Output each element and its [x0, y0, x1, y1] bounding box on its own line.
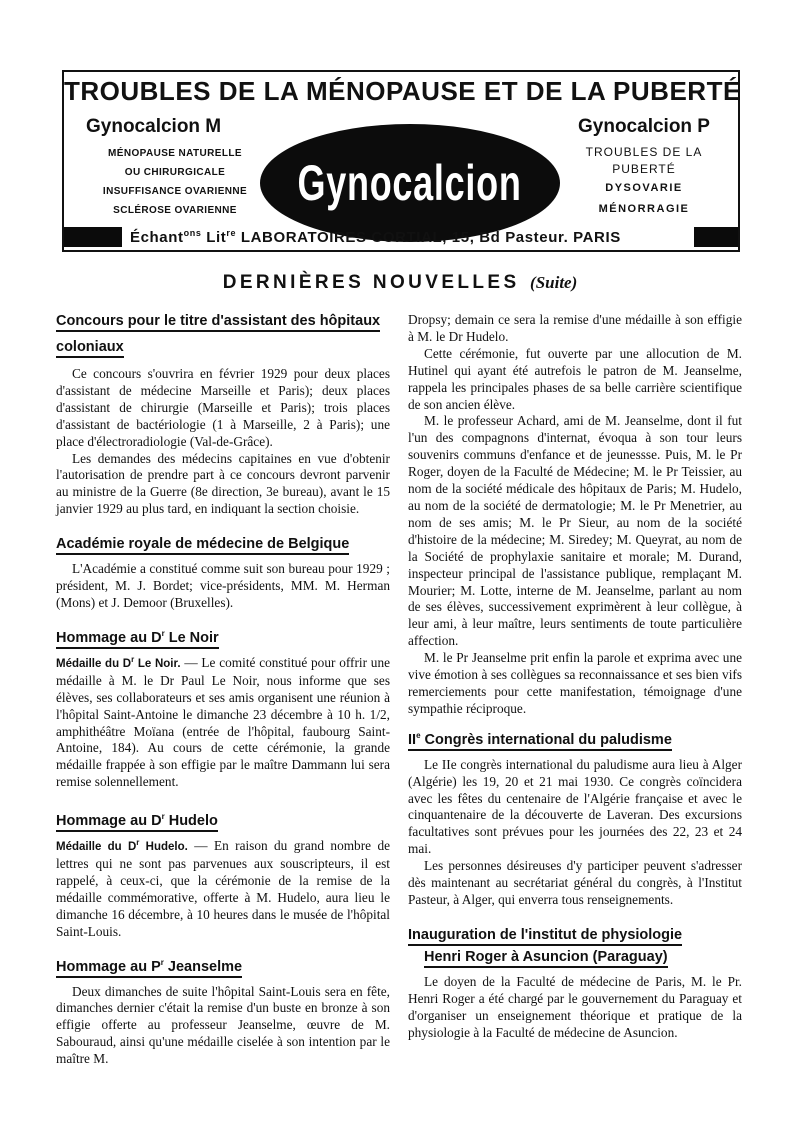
paragraph: Les demandes des médecins capitaines en vue d'obtenir l'autorisation de prendre part à ce concours devront parvenir au ministre de la Guerre (8e direction, 3e bureau), avant le 15 janvier 1929 au plus tard, en indiquant la section choisie. [56, 450, 390, 517]
section-title-concours: Concours pour le titre d'assistant des hôpitaux [56, 313, 380, 332]
brand-logo-text: Gynocalcion [298, 155, 522, 211]
ad-indication: DYSOVARIE [605, 182, 683, 194]
ad-indication: SCLÉROSE OVARIENNE [113, 205, 237, 216]
paragraph: Le IIe congrès international du paludisme aura lieu à Alger (Algérie) les 19, 20 et 21 mai 1930. Ce congrès coïncidera avec les fêtes du centenaire de l'Algérie française et avec le cinquantenaire de la découverte de Laveran. Des excursions facultatives sont prévues pour les journées des 22, 23 et 24 mai. [408, 756, 742, 857]
page-title-main: DERNIÈRES NOUVELLES [222, 272, 520, 293]
left-column [56, 312, 390, 1068]
ad-title: TROUBLES DE LA MÉNOPAUSE ET DE LA PUBERTÉ [64, 76, 741, 106]
paragraph: Le doyen de la Faculté de médecine de Paris, M. le Pr. Henri Roger a été chargé par le gouvernement du Paraguay et d'organiser un enseignement théorique et pratique de la physiologie à la Faculté de médecine de Asuncion. [408, 973, 742, 1040]
decorative-black-bar [64, 227, 122, 247]
right-column [408, 312, 742, 1042]
ad-indication: MÉNORRAGIE [598, 203, 690, 215]
page-title-suite: (Suite) [530, 273, 578, 292]
ad-left-product: Gynocalcion M [86, 116, 222, 137]
advertisement-box [62, 70, 740, 252]
ad-indication: MÉNOPAUSE NATURELLE [108, 148, 242, 159]
ad-right-product: Gynocalcion P [578, 116, 710, 137]
page-title [0, 272, 800, 294]
section-title-inauguration: Inauguration de l'institut de physiologie [408, 927, 682, 946]
paragraph: M. le Pr Jeanselme prit enfin la parole et exprima avec une vive émotion à ses collègues sa reconnaissance et ses bien vifs remerciements pour cette manifestation, témoignage d'une sympathie réciproque. [408, 650, 742, 716]
ad-right-indications [564, 144, 724, 220]
paragraph: Médaille du $D^r$ Hudelo. — En raison du grand nombre de lettres qui ne sont pas parvenues aux souscripteurs, il est rappelé, à ceux-ci, que la cérémonie de la remise de la médaille commémorative, offerte à M. Hudelo, aura lieu le dimanche 16 décembre, à 10 heures dans le musée de l'hôpital Saint-Louis. [56, 838, 390, 939]
section-title-academie: Académie royale de médecine de Belgique [56, 536, 349, 555]
ad-footer-bar [64, 224, 738, 250]
ad-right-block [564, 116, 724, 220]
paragraph: M. le professeur Achard, ami de M. Jeanselme, dont il fut l'un des compagnons d'internat, évoqua à son tour leurs souvenirs communs d'enfance et de jeunessse. Puis, M. le Pr Roger, doyen de la Faculté de Médecine; M. le Pr Teissier, au nom de la société médicale des hôpitaux de Paris; M. Hudelo, au nom de la société de dermatologie; M. le Pr Menetrier, au nom de ses amis; M. le Pr Sieur, au nom de la société d'histoire de la médecine; M. Siredey; M. Queyrat, au nom de la Société de prophylaxie sanitaire et morale; M. Durand, inspecteur principal de l'assistance publique, remplaçant M. Mourier; M. Lotte, interne de M. Jeanselme, parlant au nom de ses élèves, successivement exprimèrent à leur collègue, à leur ami, à leur maître, leurs sentiments de toute particulière affection. [408, 413, 742, 649]
paragraph: Médaille du $D^r$ Le Noir. — Le comité constitué pour offrir une médaille à M. le Dr Paul Le Noir, nous informe que ses élèves, ses collaborateurs et ses amis organisent une réunion à l'hôpital Saint-Antoine le dimanche 23 décembre à 10 h. 1/2, amphithéâtre Moïana (entrée de l'hôpital, faubourg Saint-Antoine, 184). Au cours de cette cérémonie, la grande médaille frappée à son effigie par le maître Dammann lui sera remise solennellement. [56, 654, 391, 790]
paragraph: Dropsy; demain ce sera la remise d'une médaille à son effigie à M. le Dr Hudelo. [408, 312, 742, 344]
ad-indication: OU CHIRURGICALE [124, 167, 226, 178]
decorative-black-bar [694, 227, 738, 247]
ad-indication: INSUFFISANCE OVARIENNE [102, 186, 248, 197]
lead-in: Médaille du $D^r$ Le Noir. [56, 655, 181, 670]
section-title-concours-2: coloniaux [56, 339, 124, 358]
lead-in: Médaille du $D^r$ Hudelo. [56, 838, 188, 854]
section-title-inauguration-2: Henri Roger à Asuncion (Paraguay) [424, 949, 668, 968]
section-title-hudelo: Hommage au $D^r$ Hudelo [56, 813, 218, 832]
paragraph: Ce concours s'ouvrira en février 1929 pour deux places d'assistant de médecine Marseille et Paris); deux places d'assistant de chirurgie (Marseille et Paris); trois places d'assistant de bactériologie (1 à Marseille, 2 à Paris); une place d'électroradiologie (Val-de-Grâce). [56, 366, 390, 449]
paragraph: Deux dimanches de suite l'hôpital Saint-Louis sera en fête, dimanches dernier c'était la remise d'un buste en bronze à son effigie offerte au professeur Jeanselme, œuvre de M. Sabouraud, ainsi qu'une médaille ciselée à son intention par le maître M. [56, 983, 390, 1067]
section-title-jeanselme: Hommage au $P^r$ Jeanselme [56, 959, 242, 978]
paragraph: Les personnes désireuses d'y participer peuvent s'adresser dès maintenant au secrétariat général du congrès, à l'Institut Pasteur, à Alger, qui enverra tous renseignements. [408, 858, 742, 907]
ad-left-block [80, 116, 270, 220]
paragraph: L'Académie a constitué comme suit son bureau pour 1929 ; président, M. J. Bordet; vice-présidents, MM. M. Herman (Mons) et J. Demoor (Bruxelles). [56, 561, 390, 610]
ad-indication: PUBERTÉ [612, 162, 676, 176]
ad-footer-text: Échant$^{ons}$ Lit$^{re}$ LABORATOIRES CORTIAL, 15, Bd Pasteur. PARIS [130, 227, 621, 246]
section-title-paludisme: IIe Congrès international du paludisme [408, 732, 672, 751]
paragraph: Cette cérémonie, fut ouverte par une allocution de M. Hutinel qui ayant été autrefois le patron de M. Jeanselme, rappela les principales phases de sa belle carrière scientifique de son ancien élève. [408, 345, 742, 412]
section-title-lenoir: Hommage au $D^r$ Le Noir [56, 630, 219, 649]
ad-indication: TROUBLES DE LA [585, 145, 703, 159]
ad-left-indications [80, 144, 270, 220]
